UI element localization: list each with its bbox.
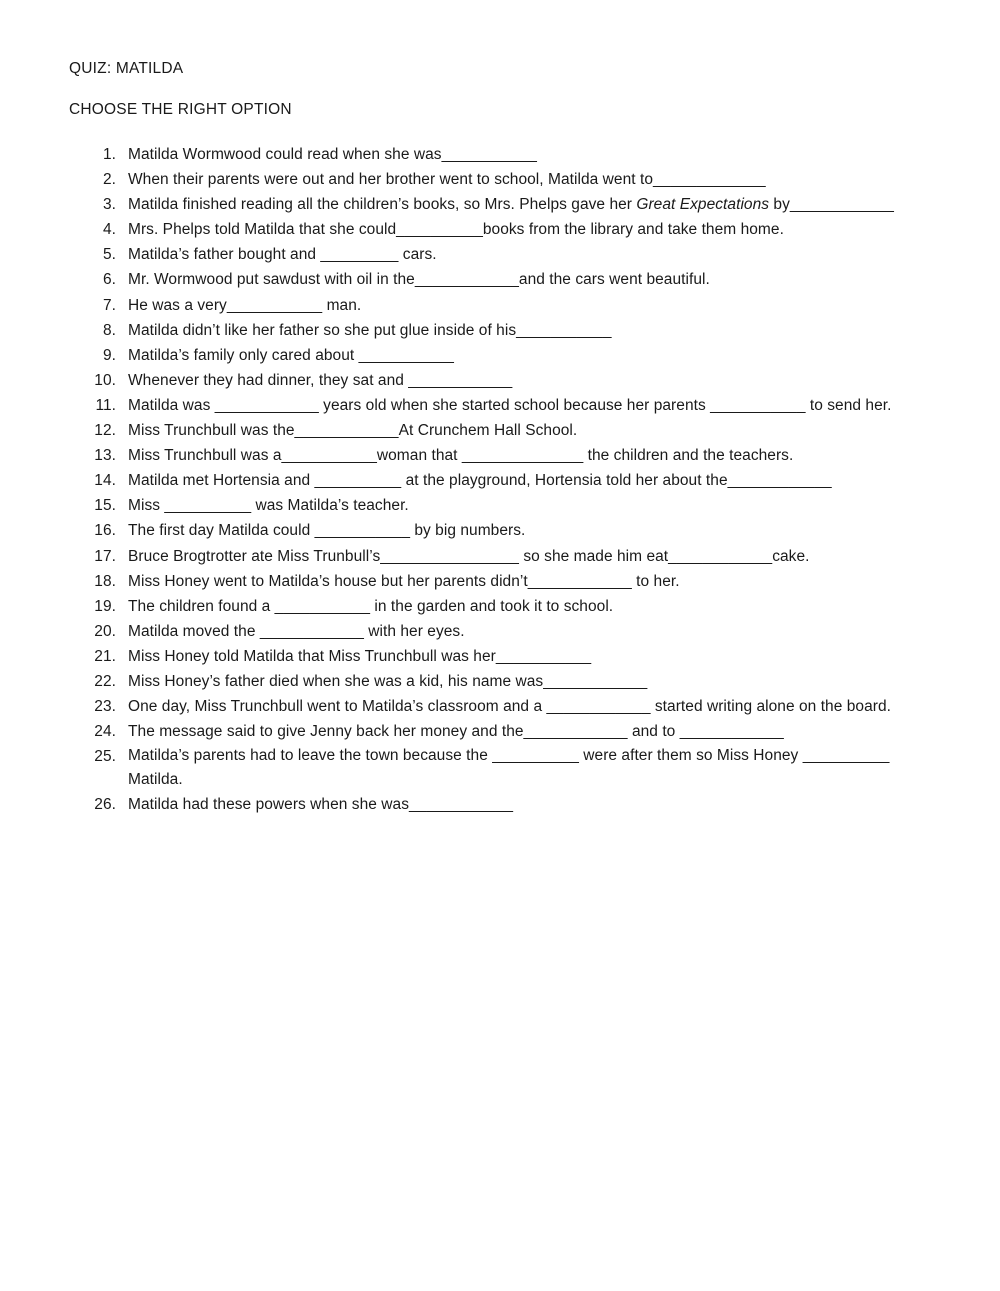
question-item: [0, 418, 1000, 443]
question-number: 11.: [95, 396, 116, 414]
question-item: [0, 468, 1000, 493]
question-text: [128, 192, 948, 217]
question-number: 16.: [94, 522, 116, 540]
question-text: Miss Honey’s father died when she was a kid, his name was____________: [128, 672, 648, 690]
question-item: [0, 694, 1000, 719]
question-item: [0, 217, 1000, 242]
question-item: [0, 343, 1000, 368]
question-number: 10.: [94, 371, 116, 389]
question-number: 19.: [94, 597, 116, 615]
question-number: 21.: [94, 647, 116, 665]
question-number: 14.: [94, 472, 116, 490]
question-number: 1.: [102, 146, 116, 163]
question-number: 2.: [102, 171, 116, 189]
question-item: [0, 594, 1000, 619]
question-item: [0, 493, 1000, 518]
question-text: When their parents were out and her brother went to school, Matilda went to_____________: [128, 171, 766, 189]
question-text: Matilda didn’t like her father so she put glue inside of his___________: [128, 321, 612, 339]
question-item: [0, 644, 1000, 669]
question-text-end: by____________: [769, 196, 894, 214]
question-number: 18.: [94, 572, 116, 590]
question-number: 17.: [94, 547, 116, 565]
question-text: Matilda was ____________ years old when she started school because her parents ___________ to send her.: [128, 396, 892, 414]
question-item: [0, 544, 1000, 569]
question-number: 23.: [94, 698, 116, 716]
question-number: 4.: [102, 221, 116, 239]
question-number: 7.: [102, 296, 116, 314]
question-text: The message said to give Jenny back her money and the____________ and to ____________: [128, 723, 784, 741]
question-item: [0, 192, 1000, 217]
question-text: Miss __________ was Matilda’s teacher.: [128, 497, 409, 515]
question-item: [0, 393, 1000, 418]
question-item: [0, 267, 1000, 292]
question-number: 15.: [94, 497, 116, 515]
question-text: Mrs. Phelps told Matilda that she could__________books from the library and take them home.: [128, 221, 784, 239]
question-text: The children found a ___________ in the garden and took it to school.: [128, 597, 614, 615]
question-text: Whenever they had dinner, they sat and ____________: [128, 371, 513, 389]
question-text: The first day Matilda could ___________ by big numbers.: [128, 522, 526, 540]
book-title: Great Expectations: [636, 196, 770, 214]
question-item: [0, 569, 1000, 594]
question-item: [0, 518, 1000, 543]
question-text: One day, Miss Trunchbull went to Matilda’s classroom and a ____________ started writing alone on the board.: [128, 698, 892, 716]
question-list: [0, 142, 1000, 817]
question-number: 3.: [102, 196, 116, 214]
question-item: [0, 242, 1000, 267]
question-item: [0, 744, 1000, 792]
question-item: [0, 619, 1000, 644]
question-text: Miss Trunchbull was a___________woman that ______________ the children and the teachers.: [128, 447, 794, 465]
question-number: 22.: [94, 672, 116, 690]
question-text: Matilda’s father bought and _________ cars.: [128, 246, 437, 264]
question-number: 25.: [94, 748, 116, 766]
question-item: [0, 318, 1000, 343]
question-text: Matilda’s parents had to leave the town because the __________ were after them so Miss Honey __________ Matilda.: [128, 747, 890, 789]
question-item: [0, 142, 1000, 167]
question-text: Matilda’s family only cared about ___________: [128, 346, 454, 364]
question-text: Mr. Wormwood put sawdust with oil in the____________and the cars went beautiful.: [128, 271, 710, 289]
question-text: Matilda Wormwood could read when she was___________: [128, 146, 537, 163]
question-number: 9.: [102, 346, 116, 364]
question-number: 5.: [102, 246, 116, 264]
question-item: [0, 669, 1000, 694]
question-number: 8.: [102, 321, 116, 339]
question-text-start: Matilda finished reading all the children’s books, so Mrs. Phelps gave her: [128, 196, 637, 214]
question-text: Miss Trunchbull was the____________At Crunchem Hall School.: [128, 422, 578, 440]
question-item: [0, 719, 1000, 744]
question-item: [0, 368, 1000, 393]
question-number: 24.: [94, 723, 116, 741]
question-item: [0, 443, 1000, 468]
question-text: Miss Honey went to Matilda’s house but her parents didn’t____________ to her.: [128, 572, 680, 590]
question-text: Matilda had these powers when she was____________: [128, 796, 514, 814]
question-number: 12.: [94, 422, 116, 440]
question-number: 20.: [94, 622, 116, 640]
question-text: Matilda moved the ____________ with her eyes.: [128, 622, 465, 640]
quiz-title: QUIZ: MATILDA: [69, 60, 184, 77]
question-text: He was a very___________ man.: [128, 296, 362, 314]
question-text: Matilda met Hortensia and __________ at the playground, Hortensia told her about the____________: [128, 472, 832, 490]
question-number: 13.: [94, 447, 116, 465]
question-number: 26.: [94, 796, 116, 814]
question-item: [0, 167, 1000, 192]
question-text: Bruce Brogtrotter ate Miss Trunbull’s________________ so she made him eat____________cake.: [128, 547, 810, 565]
instruction-text: CHOOSE THE RIGHT OPTION: [69, 101, 292, 118]
question-item: [0, 792, 1000, 817]
question-item: [0, 293, 1000, 318]
question-text: Miss Honey told Matilda that Miss Trunchbull was her___________: [128, 647, 592, 665]
question-number: 6.: [102, 271, 116, 289]
